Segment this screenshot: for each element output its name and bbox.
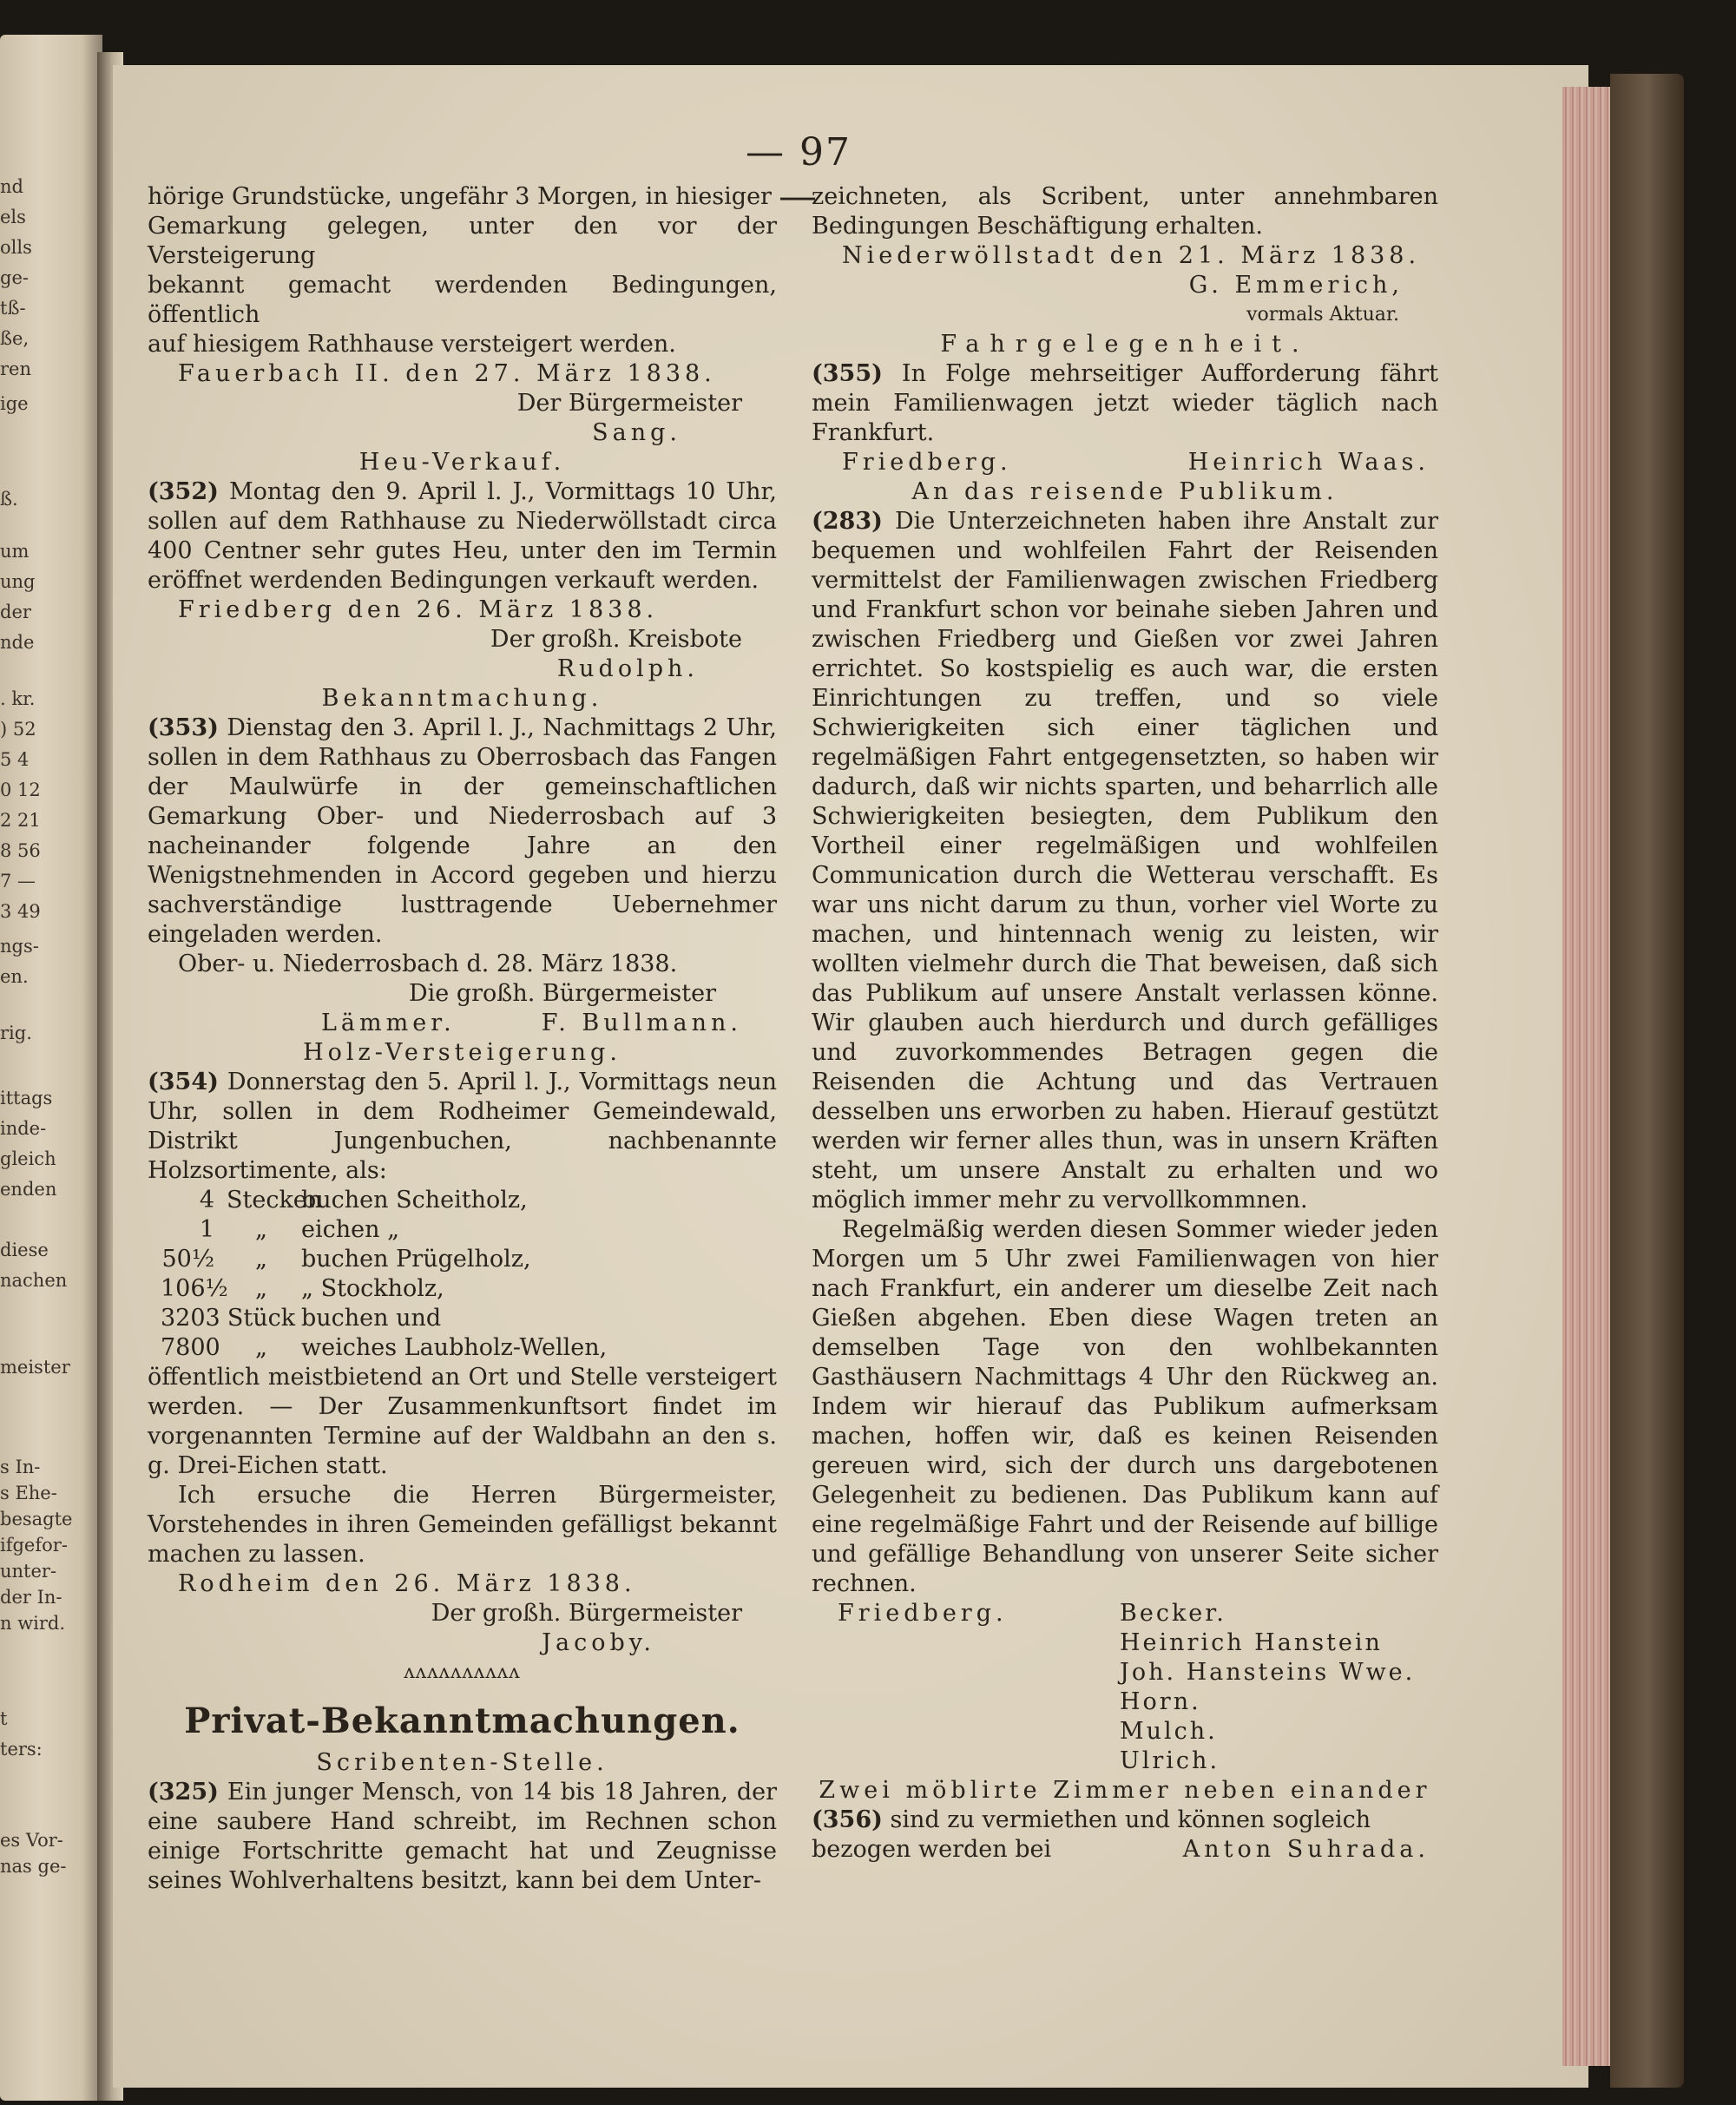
notice-text: Dienstag den 3. April l. J., Nachmittags 2 Uhr, sollen in dem Rathhaus zu Oberrosbach das Fangen der Maulwürfe in der gemeinschaftlichen Gemarkung Ober- und Niederrosbach auf 3 nacheinander folgende Jahre an den Wenigstnehmenden in Accord gegeben und hierzu sachverständige lusttragende Uebernehmer eingeladen werden. [148,714,777,948]
book-cover-edge [1610,74,1684,2088]
wood-desc: buchen Prügelholz, [301,1246,531,1273]
wood-amount: 50½ [161,1246,214,1273]
notice-355-body [812,359,1438,448]
left-page-fragment: 2 21 [0,810,41,831]
wood-desc: „ Stockholz, [301,1275,444,1302]
left-page-fragment: gleich [0,1148,56,1169]
signature-name: Lämmer. [321,1010,456,1036]
wood-list [148,1186,777,1363]
signer: Horn. [1120,1688,1201,1715]
signer: Heinrich Hanstein [1120,1629,1383,1656]
notice-text: sind zu vermiethen und können sogleich [890,1806,1371,1833]
left-page-fragment: s Ehe- [0,1483,57,1503]
notice-283-body [812,507,1438,1215]
notice-number: (352) [148,478,219,505]
signer: Mulch. [1120,1718,1218,1745]
signature-names [148,1009,777,1038]
wood-unit: Stück [227,1305,296,1332]
dateline: Niederwöllstadt den 21. März 1838. [842,242,1421,269]
left-page-fragment: ße, [0,328,30,349]
intro-line: auf hiesigem Rathhause versteigert werden. [148,331,676,358]
left-page-fragment: der [0,602,31,622]
left-page-fragment: ge- [0,267,29,288]
left-page-fragment: ß. [0,489,18,510]
notice-heading: An das reisende Publikum. [911,478,1338,505]
left-page-fragment: ittags [0,1088,53,1108]
left-page-fragment: nd [0,176,23,197]
notice-heading: Heu-Verkauf. [358,449,566,476]
notice-heading: Scribenten-Stelle. [316,1749,608,1776]
page-number: — 97 — [746,130,852,219]
intro-line: hörige Grundstücke, ungefähr 3 Morgen, in hiesiger [148,183,772,210]
wood-unit: Stecken [227,1187,323,1214]
notice-text: In Folge mehrseitiger Aufforderung fährt mein Familienwagen jetzt wieder täglich nach Frankfurt. [812,360,1438,446]
signature-name: G. Emmerich, [1188,272,1404,299]
notice-text: Donnerstag den 5. April l. J., Vormittags neun Uhr, sollen in dem Rodheimer Gemeindewald, Distrikt Jungenbuchen, nachbenannte Holzsortimente, als: [148,1069,777,1184]
notice-352-body [148,477,777,595]
notice-number: (353) [148,714,219,741]
notice-number: (283) [812,508,883,535]
signature-name: Jacoby. [542,1629,655,1656]
notice-text: Regelmäßig werden diesen Sommer wieder jeden Morgen um 5 Uhr zwei Familienwagen von hier nach Frankfurt, ein anderer um dieselbe Zeit nach Gießen abgehen. Eben diese Wagen treten an demselben Tage von den wohlbekannten Gasthäusern Nachmittags 4 Uhr den Rückweg an. Indem wir hierauf das Publikum aufmerksam machen, hoffen wir, daß es keinen Reisenden gereuen wird, sich der durch uns dargebotenen Gelegenheit zu bedienen. Das Publikum kann auf eine regelmäßige Fahrt und der Reisende auf billige und gefällige Behandlung von unserer Seite sicher rechnen. [812,1216,1438,1597]
left-page-fragment: unter- [0,1561,57,1582]
left-page-fragment: ngs- [0,936,39,957]
notice-text: bezogen werden bei [812,1836,1052,1863]
left-page-fragment: 7 — [0,871,36,891]
left-page-fragment: der In- [0,1587,62,1608]
notice-number: (356) [812,1806,883,1833]
left-page-fragment: t [0,1708,8,1729]
signature-title: Der Bürgermeister [516,390,742,417]
section-title: Privat-Bekanntmachungen. [184,1700,740,1741]
wood-amount: 3203 [161,1305,220,1332]
left-page-fragment: ung [0,571,36,592]
signature-title: Der großh. Bürgermeister [431,1600,742,1627]
left-page-fragment: . kr. [0,688,36,709]
notice-text: Ein junger Mensch, von 14 bis 18 Jahren, der eine saubere Hand schreibt, im Rechnen schon einige Fortschritte gemacht hat und Zeugnisse seines Wohlverhaltens besitzt, kann bei dem Unter- [148,1779,777,1894]
notice-356-body [812,1806,1438,1835]
dateline: Ober- u. Niederrosbach d. 28. März 1838. [178,951,678,977]
wood-desc: eichen „ [301,1216,400,1243]
left-page-fragment: enden [0,1179,57,1200]
left-page-fragment: 3 49 [0,901,41,922]
notice-number: (354) [148,1069,219,1095]
notice-text: Die Unterzeichneten haben ihre Anstalt zur bequemen und wohlfeilen Fahrt der Reisenden vermittelst der Familienwagen zwischen Friedberg und Frankfurt schon vor beinahe sieben Jahren und zwischen Friedberg und Gießen vor zwei Jahren errichtet. So kostspielig es auch war, die ersten Einrichtungen zu treffen, und so viele Schwierigkeiten sich einer täglichen und regelmäßigen Fahrt entgegensetzten, so haben wir dadurch, daß wir nichts sparten, und beharrlich alle Schwierigkeiten besiegten, dem Publikum den Vortheil einer regelmäßigen und wohlfeilen Communication durch die Wetterau verschafft. Es war uns nicht darum zu thun, vorher viel Worte zu machen, und hintennach wenig zu leisten, wir wollten vielmehr durch die That beweisen, daß sich das Publikum auf unsere Anstalt verlassen könne. Wir glauben auch hierdurch und durch gefälliges und zuvorkommendes Betragen gegen die Reisenden die Achtung und das Vertrauen desselben uns erworben zu haben. Hierauf gestützt werden wir ferner alles thun, was in unsern Kräften steht, um unsere Anstalt zu erhalten und wo möglich immer mehr zu vervollkommnen. [812,508,1438,1214]
signature-name: Sang. [592,419,681,446]
left-page-fragment: ren [0,359,31,379]
notice-text: Montag den 9. April l. J., Vormittags 10 Uhr, sollen auf dem Rathhause zu Niederwöllstadt circa 400 Centner sehr gutes Heu, unter den im Termin eröffnet werdenden Bedingungen verkauft werden. [148,478,777,594]
wood-amount: 4 [199,1187,214,1214]
wood-desc: weiches Laubholz-Wellen, [301,1334,608,1361]
wood-unit: „ [255,1246,267,1273]
wood-amount: 106½ [161,1275,228,1302]
intro-line: bekannt gemacht werdenden Bedingungen, öffentlich [148,272,777,328]
left-page-fragment: els [0,207,26,227]
ornament-divider: ʌʌʌʌʌʌʌʌʌʌ [404,1661,521,1683]
left-page-fragment: inde- [0,1118,47,1139]
notice-heading: Holz-Versteigerung. [303,1039,621,1066]
left-page-fragment: nas ge- [0,1856,67,1877]
dateline: Friedberg den 26. März 1838. [178,596,659,623]
left-page-fragment: ters: [0,1739,43,1760]
notice-353-body [148,714,777,950]
signature-name: Rudolph. [556,655,699,682]
left-page-fragment: um [0,541,30,562]
notice-354-body [148,1068,777,1186]
place: Friedberg. [842,449,1012,476]
signature-line [812,1835,1438,1865]
left-page-fragment: ) 52 [0,719,36,740]
left-page-fragment: n wird. [0,1613,66,1634]
left-page-fragment: nachen [0,1270,68,1291]
left-page-fragment: nde [0,632,35,653]
notice-text: Ich ersuche die Herren Bürgermeister, Vorstehendes in ihren Gemeinden gefälligst bekannt machen zu lassen. [148,1482,777,1568]
left-page-fragment: meister [0,1357,70,1378]
signature-line [812,448,1438,477]
left-page-fragment: ifgefor- [0,1535,68,1556]
notice-heading: Bekanntmachung. [321,685,603,712]
notice-number: (355) [812,360,883,387]
wood-desc: buchen und [301,1305,442,1332]
notice-text: zeichneten, als Scribent, unter annehmbaren Bedingungen Beschäftigung erhalten. [812,183,1438,240]
signer: Joh. Hansteins Wwe. [1120,1659,1416,1686]
signature-note: vormals Aktuar. [1246,304,1399,326]
left-column [148,182,777,1896]
wood-amount: 1 [199,1216,214,1243]
left-page-fragment: diese [0,1240,49,1260]
wood-unit: „ [255,1216,267,1243]
intro-line: Gemarkung gelegen, unter den vor der Versteigerung [148,213,777,269]
wood-desc: buchen Scheitholz, [301,1187,528,1214]
left-page-fragment: ige [0,393,29,414]
signer: Becker. [1120,1600,1226,1627]
notice-text: öffentlich meistbietend an Ort und Stelle versteigert werden. — Der Zusammenkunftsort findet im vorgenannten Termine auf der Waldbahn an den s. g. Drei-Eichen statt. [148,1364,777,1479]
left-page-fragment: es Vor- [0,1830,63,1851]
left-page-fragment: s In- [0,1457,41,1477]
left-page-fragment: 8 56 [0,840,41,861]
dateline: Fauerbach II. den 27. März 1838. [178,360,716,387]
notice-heading: Fahrgelegenheit. [940,331,1310,358]
notice-number: (325) [148,1779,219,1806]
right-column: zeichneten, als Scribent, unter annehmbaren Bedingungen Beschäftigung erhalten. Niederwöllstadt den 21. März 1838. G. Emmerich, vormals Aktuar. Fahrgelegenheit. (355) In Folge mehrseitiger Aufforderung fährt mein Familienwagen jetzt wieder täglich nach Frankfurt. Friedberg. Heinrich Waas. An das reisende Publikum. (283) Die Unterzeichneten haben ihre Anstalt zur bequemen und wohlfeilen Fahrt der Reisenden vermittelst der Familienwagen zwischen Friedberg und Frankfurt schon vor beinahe sieben Jahren und zwischen Friedberg und Gießen vor zwei Jahren errichtet. So kostspielig es auch war, die ersten Einrichtungen zu treffen, und so viele Schwierigkeiten sich einer täglichen und regelmäßigen Fahrt entgegensetzten, so haben wir dadurch, daß wir nichts sparten, und beharrlich alle Schwierigkeiten besiegten, dem Publikum den Vortheil einer regelmäßigen und wohlfeilen Communication durch die Wetterau verschafft. Es war uns nicht darum zu thun, vorher viel Worte zu machen, und hintennach wenig zu leisten, wir wollten vielmehr durch die That beweisen, daß sich das Publikum auf unsere Anstalt verlassen könne. Wir glauben auch hierdurch und durch gefälliges und zuvorkommendes Betragen gegen die Reisenden die Achtung und das Vertrauen desselben uns erworben zu haben. Hierauf gestützt werden wir ferner alles thun, was in unsern Kräften steht, um unsere Anstalt zu erhalten und wo möglich immer mehr zu vervollkommnen. Regelmäßig werden diesen Sommer wieder jeden Morgen um 5 Uhr zwei Familienwagen von hier nach Frankfurt, ein anderer um dieselbe Zeit nach Gießen abgehen. Eben diese Wagen treten an demselben Tage von den wohlbekannten Gasthäusern Nachmittags 4 Uhr den Rückweg an. Indem wir hierauf das Publikum aufmerksam machen, hoffen wir, daß es keinen Reisenden gereuen wird, sich der durch uns dargebotenen Gelegenheit zu bedienen. Das Publikum kann auf eine regelmäßige Fahrt und der Reisende auf billige und gefällige Behandlung von unserer Seite sicher rechnen. Friedberg. Becker. Heinrich Hanstein Joh. Hansteins Wwe. Horn. Mulch. Ulrich. Zwei möblirte Zimmer neben einander (356) sind zu vermiethen und können sogleich bezogen werden bei Anton Suhrada. [812,183,1438,1863]
signer: Ulrich. [1120,1747,1220,1774]
wood-amount: 7800 [161,1334,220,1361]
dateline: Rodheim den 26. März 1838. [178,1570,636,1597]
left-page-fragment: olls [0,237,32,258]
wood-unit: „ [255,1334,267,1361]
notice-325-body [148,1778,777,1896]
notice-heading: Zwei möblirte Zimmer neben einander [819,1777,1431,1804]
signature-title: Der großh. Kreisbote [490,626,742,653]
left-page-fragment: 5 4 [0,749,30,770]
signature-name: Heinrich Waas. [1187,449,1430,476]
signature-name: F. Bullmann. [541,1010,742,1036]
left-page-fragment: tß- [0,298,26,319]
left-page-fragment: en. [0,966,29,987]
page-edges [1562,87,1614,2066]
signature-title: Die großh. Bürgermeister [409,980,716,1007]
signature-name: Anton Suhrada. [1182,1836,1430,1863]
left-page-fragment: 0 12 [0,780,41,800]
left-page-fragment: besagte [0,1509,73,1529]
left-page-fragment: rig. [0,1023,32,1043]
left-page-text-fragments [0,169,95,1905]
wood-unit: „ [255,1275,267,1302]
